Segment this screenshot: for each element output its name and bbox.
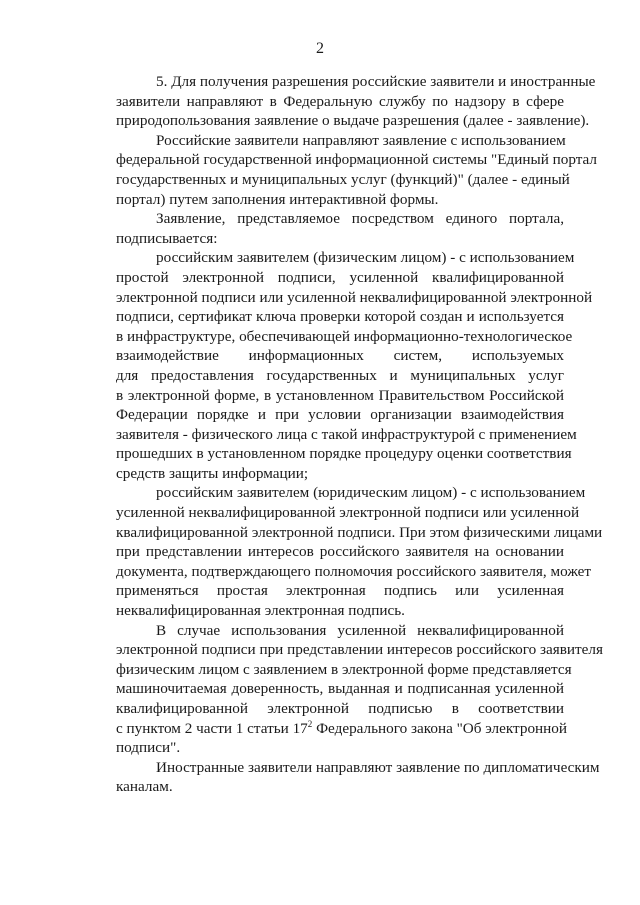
page-number: 2: [316, 40, 324, 57]
text-line: российским заявителем (физическим лицом) - с использованием: [156, 249, 575, 267]
text-line: применяться простая электронная подпись или усиленная: [116, 582, 564, 600]
text-line: Иностранные заявители направляют заявление по дипломатическим: [156, 758, 600, 776]
paragraph-7: [76, 758, 600, 797]
text-line: портал) путем заполнения интерактивной формы.: [116, 190, 439, 208]
text-line: Заявление, представляемое посредством единого портала,: [156, 210, 564, 228]
text-line: российским заявителем (юридическим лицом) - с использованием: [156, 484, 586, 502]
text-line: простой электронной подписи, усиленной квалифицированной: [116, 268, 564, 286]
text-line: при представлении интересов российского заявителя на основании: [116, 543, 564, 561]
paragraph-6: [76, 621, 603, 758]
text-line: государственных и муниципальных услуг (функций)" (далее - единый: [116, 170, 570, 188]
text-line: каналам.: [116, 778, 173, 796]
text-line: заявителя - физического лица с такой инфраструктурой с применением: [116, 425, 577, 443]
text-line: подписи, сертификат ключа проверки которой создан и используется: [116, 308, 564, 326]
text-line: прошедших в установленном порядке процедуру оценки соответствия: [116, 445, 572, 463]
text-line: подписи".: [116, 739, 181, 757]
paragraph-2: [76, 131, 598, 209]
text-line: физическим лицом с заявлением в электронной форме представляется: [116, 660, 572, 678]
text-line: машиночитаемая доверенность, выданная и подписанная усиленной: [116, 680, 564, 698]
text-line-with-superscript: [76, 718, 568, 739]
text-line: неквалифицированная электронная подпись.: [116, 602, 405, 620]
text-line: усиленной неквалифицированной электронной подписи или усиленной: [116, 504, 580, 522]
text-line: Российские заявители направляют заявление с использованием: [156, 131, 566, 149]
text-line: природопользования заявление о выдаче разрешения (далее - заявление).: [116, 112, 590, 130]
text-line: средств защиты информации;: [116, 464, 309, 482]
text-segment: с пунктом 2 части 1 статьи 17: [116, 719, 308, 737]
text-line: в электронной форме, в установленном Правительством Российской: [116, 386, 564, 404]
text-line: заявители направляют в Федеральную службу по надзору в сфере: [116, 92, 564, 110]
text-line: электронной подписи при представлении интересов российского заявителя: [116, 641, 603, 659]
text-line: В случае использования усиленной неквалифицированной: [156, 621, 564, 639]
paragraph-3: [76, 209, 564, 248]
text-line: федеральной государственной информационной системы "Единый портал: [116, 151, 598, 169]
text-line: для предоставления государственных и муниципальных услуг: [116, 366, 564, 384]
text-line: электронной подписи или усиленной неквалифицированной электронной: [116, 288, 593, 306]
paragraph-5: [76, 483, 603, 620]
text-line: документа, подтверждающего полномочия российского заявителя, может: [116, 562, 591, 580]
text-line: квалифицированной электронной подписью в соответствии: [116, 700, 564, 717]
text-line: 5. Для получения разрешения российские заявители и иностранные: [156, 73, 596, 90]
text-segment: Федерального закона "Об электронной: [312, 719, 568, 737]
text-line: подписывается:: [116, 229, 218, 247]
text-line: взаимодействие информационных систем, используемых: [116, 347, 564, 365]
text-line: квалифицированной электронной подписи. При этом физическими лицами: [116, 523, 603, 541]
text-line: Федерации порядке и при условии организации взаимодействия: [116, 406, 564, 424]
superscript: 2: [307, 718, 313, 729]
paragraph-1: [76, 72, 596, 131]
document-body: [76, 72, 603, 797]
paragraph-4: [76, 248, 593, 483]
text-line: в инфраструктуре, обеспечивающей информационно-технологическое: [116, 327, 573, 345]
